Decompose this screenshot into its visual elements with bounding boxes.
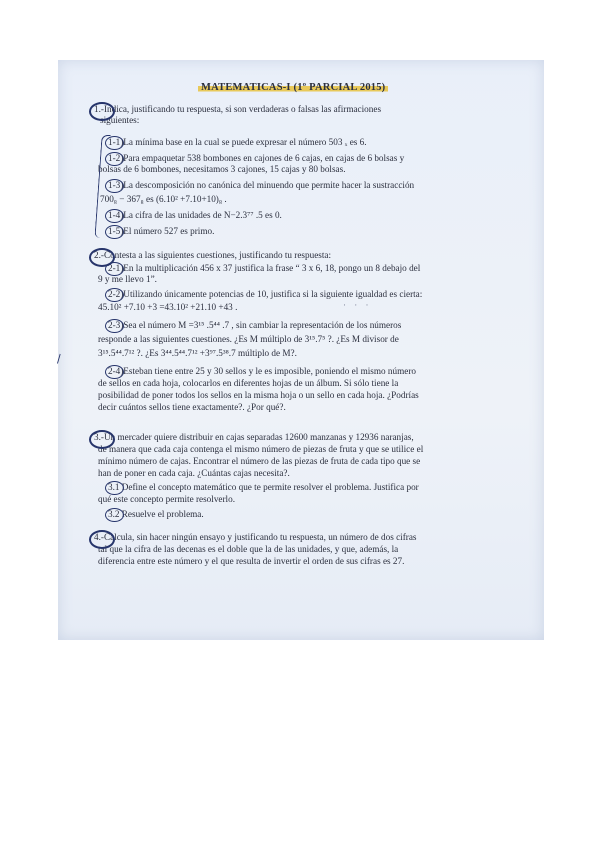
scan-artifact-dots: · · · bbox=[343, 300, 372, 310]
item-2-2: 2-2)Utilizando únicamente potencias de 10, justifica si la siguiente igualdad es cierta: bbox=[108, 289, 423, 299]
item-1-4: 1-4)La cifra de las unidades de N−2.3⁷⁷ .5 es 0. bbox=[108, 210, 282, 220]
exercise-4-statement: 4.-Calcula, sin hacer ningún ensayo y justificando tu respuesta, un número de dos cifras bbox=[94, 532, 417, 542]
item-2-4-cont: de sellos en cada hoja, colocarlos en diferentes hojas de un álbum. Si sólo tiene la bbox=[98, 378, 399, 388]
exercise-3-statement-cont: de manera que cada caja contenga el mismo número de piezas de fruta y que se utilice el bbox=[98, 444, 424, 454]
item-2-3-cont: responde a las siguientes cuestiones. ¿Es M múltiplo de 3¹⁵.7⁵ ?. ¿Es M divisor de bbox=[98, 334, 399, 344]
item-2-1: 2-1)En la multiplicación 456 x 37 justifica la frase “ 3 x 6, 18, pongo un 8 debajo del bbox=[108, 263, 421, 273]
pen-circle-1-4 bbox=[105, 209, 124, 223]
pen-circle-2-3 bbox=[105, 319, 124, 333]
item-1-1: 1-1)La mínima base en la cual se puede expresar el número 503 ₓ es 6. bbox=[108, 137, 367, 147]
item-2-4: 2-4)Esteban tiene entre 25 y 30 sellos y le es imposible, poniendo el mismo número bbox=[108, 366, 416, 376]
item-3-1: 3.1 Define el concepto matemático que te permite resolver el problema. Justifica por bbox=[108, 482, 419, 492]
pen-circle-3 bbox=[89, 430, 115, 449]
item-3-1-cont: qué este concepto permite resolverlo. bbox=[98, 494, 235, 504]
pen-circle-2-4 bbox=[105, 365, 124, 379]
pen-tick-mark: \ bbox=[52, 352, 65, 367]
pen-circle-3-1 bbox=[105, 481, 124, 495]
pen-circle-2-1 bbox=[105, 262, 124, 276]
item-1-3-cont: 700₈ − 367₈ es (6.10² +7.10+10)₈ . bbox=[100, 194, 227, 204]
exercise-4-statement-cont: tal que la cifra de las decenas es el doble que la de las unidades, y que, además, la bbox=[98, 544, 399, 554]
item-1-3: 1-3)La descomposición no canónica del minuendo que permite hacer la sustracción bbox=[108, 180, 415, 190]
exercise-1-statement: 1.-Indica, justificando tu respuesta, si son verdaderas o falsas las afirmaciones bbox=[94, 104, 382, 114]
item-1-2-cont: bolsas de 6 bombones, necesitamos 3 cajones, 15 cajas y 80 bolsas. bbox=[98, 164, 346, 174]
exercise-3-statement-cont-3: han de poner en cada caja. ¿Cuántas cajas necesita?. bbox=[98, 468, 290, 478]
exam-title: MATEMATICAS-I (1º PARCIAL 2015) bbox=[198, 82, 388, 93]
item-2-2-equation: 45.10² +7.10 +3 =43.10² +21.10 +43 . bbox=[98, 302, 238, 312]
pen-circle-3-2 bbox=[105, 508, 124, 522]
pen-circle-1 bbox=[89, 102, 115, 121]
exercise-4-statement-cont-2: diferencia entre este número y el que resulta de invertir el orden de sus cifras es 27. bbox=[98, 556, 405, 566]
exercise-3-statement: 3.-Un mercader quiere distribuir en cajas separadas 12600 manzanas y 12936 naranjas, bbox=[94, 432, 414, 442]
pen-circle-2-2 bbox=[105, 288, 124, 302]
item-2-4-cont-3: decir cuántos sellos tiene exactamente?. ¿Por qué?. bbox=[98, 402, 286, 412]
scanned-exam-page bbox=[52, 60, 544, 640]
exercise-1-statement-cont: siguientes: bbox=[100, 115, 140, 125]
item-1-5: 1-5)El número 527 es primo. bbox=[108, 226, 215, 236]
pen-circle-1-3 bbox=[105, 179, 124, 193]
pen-circle-1-5 bbox=[105, 225, 124, 239]
item-1-2: 1-2)Para empaquetar 538 bombones en cajones de 6 cajas, en cajas de 6 bolsas y bbox=[108, 153, 405, 163]
item-2-4-cont-2: posibilidad de poner todos los sellos en la misma hoja o un sello en cada hoja. ¿Podrías bbox=[98, 390, 419, 400]
item-2-1-cont: 9 y me llevo 1”. bbox=[98, 274, 157, 284]
exercise-3-statement-cont-2: mínimo número de cajas. Encontrar el número de las piezas de fruta de cada tipo que se bbox=[98, 456, 421, 466]
item-2-3: 2-3)Sea el número M =3¹⁵ .5⁴⁴ .7 , sin cambiar la representación de los números bbox=[108, 320, 402, 330]
item-2-3-cont-2: 3¹⁵.5⁴⁴.7¹² ?. ¿Es 3⁴⁴.5⁴⁴.7¹² +3⁹⁷.5³⁸.7 múltiplo de M?. bbox=[98, 348, 297, 358]
exercise-2-statement: 2.-Contesta a las siguientes cuestiones, justificando tu respuesta: bbox=[94, 250, 332, 260]
pen-circle-4 bbox=[89, 530, 115, 549]
item-3-2: 3.2 Resuelve el problema. bbox=[108, 509, 204, 519]
